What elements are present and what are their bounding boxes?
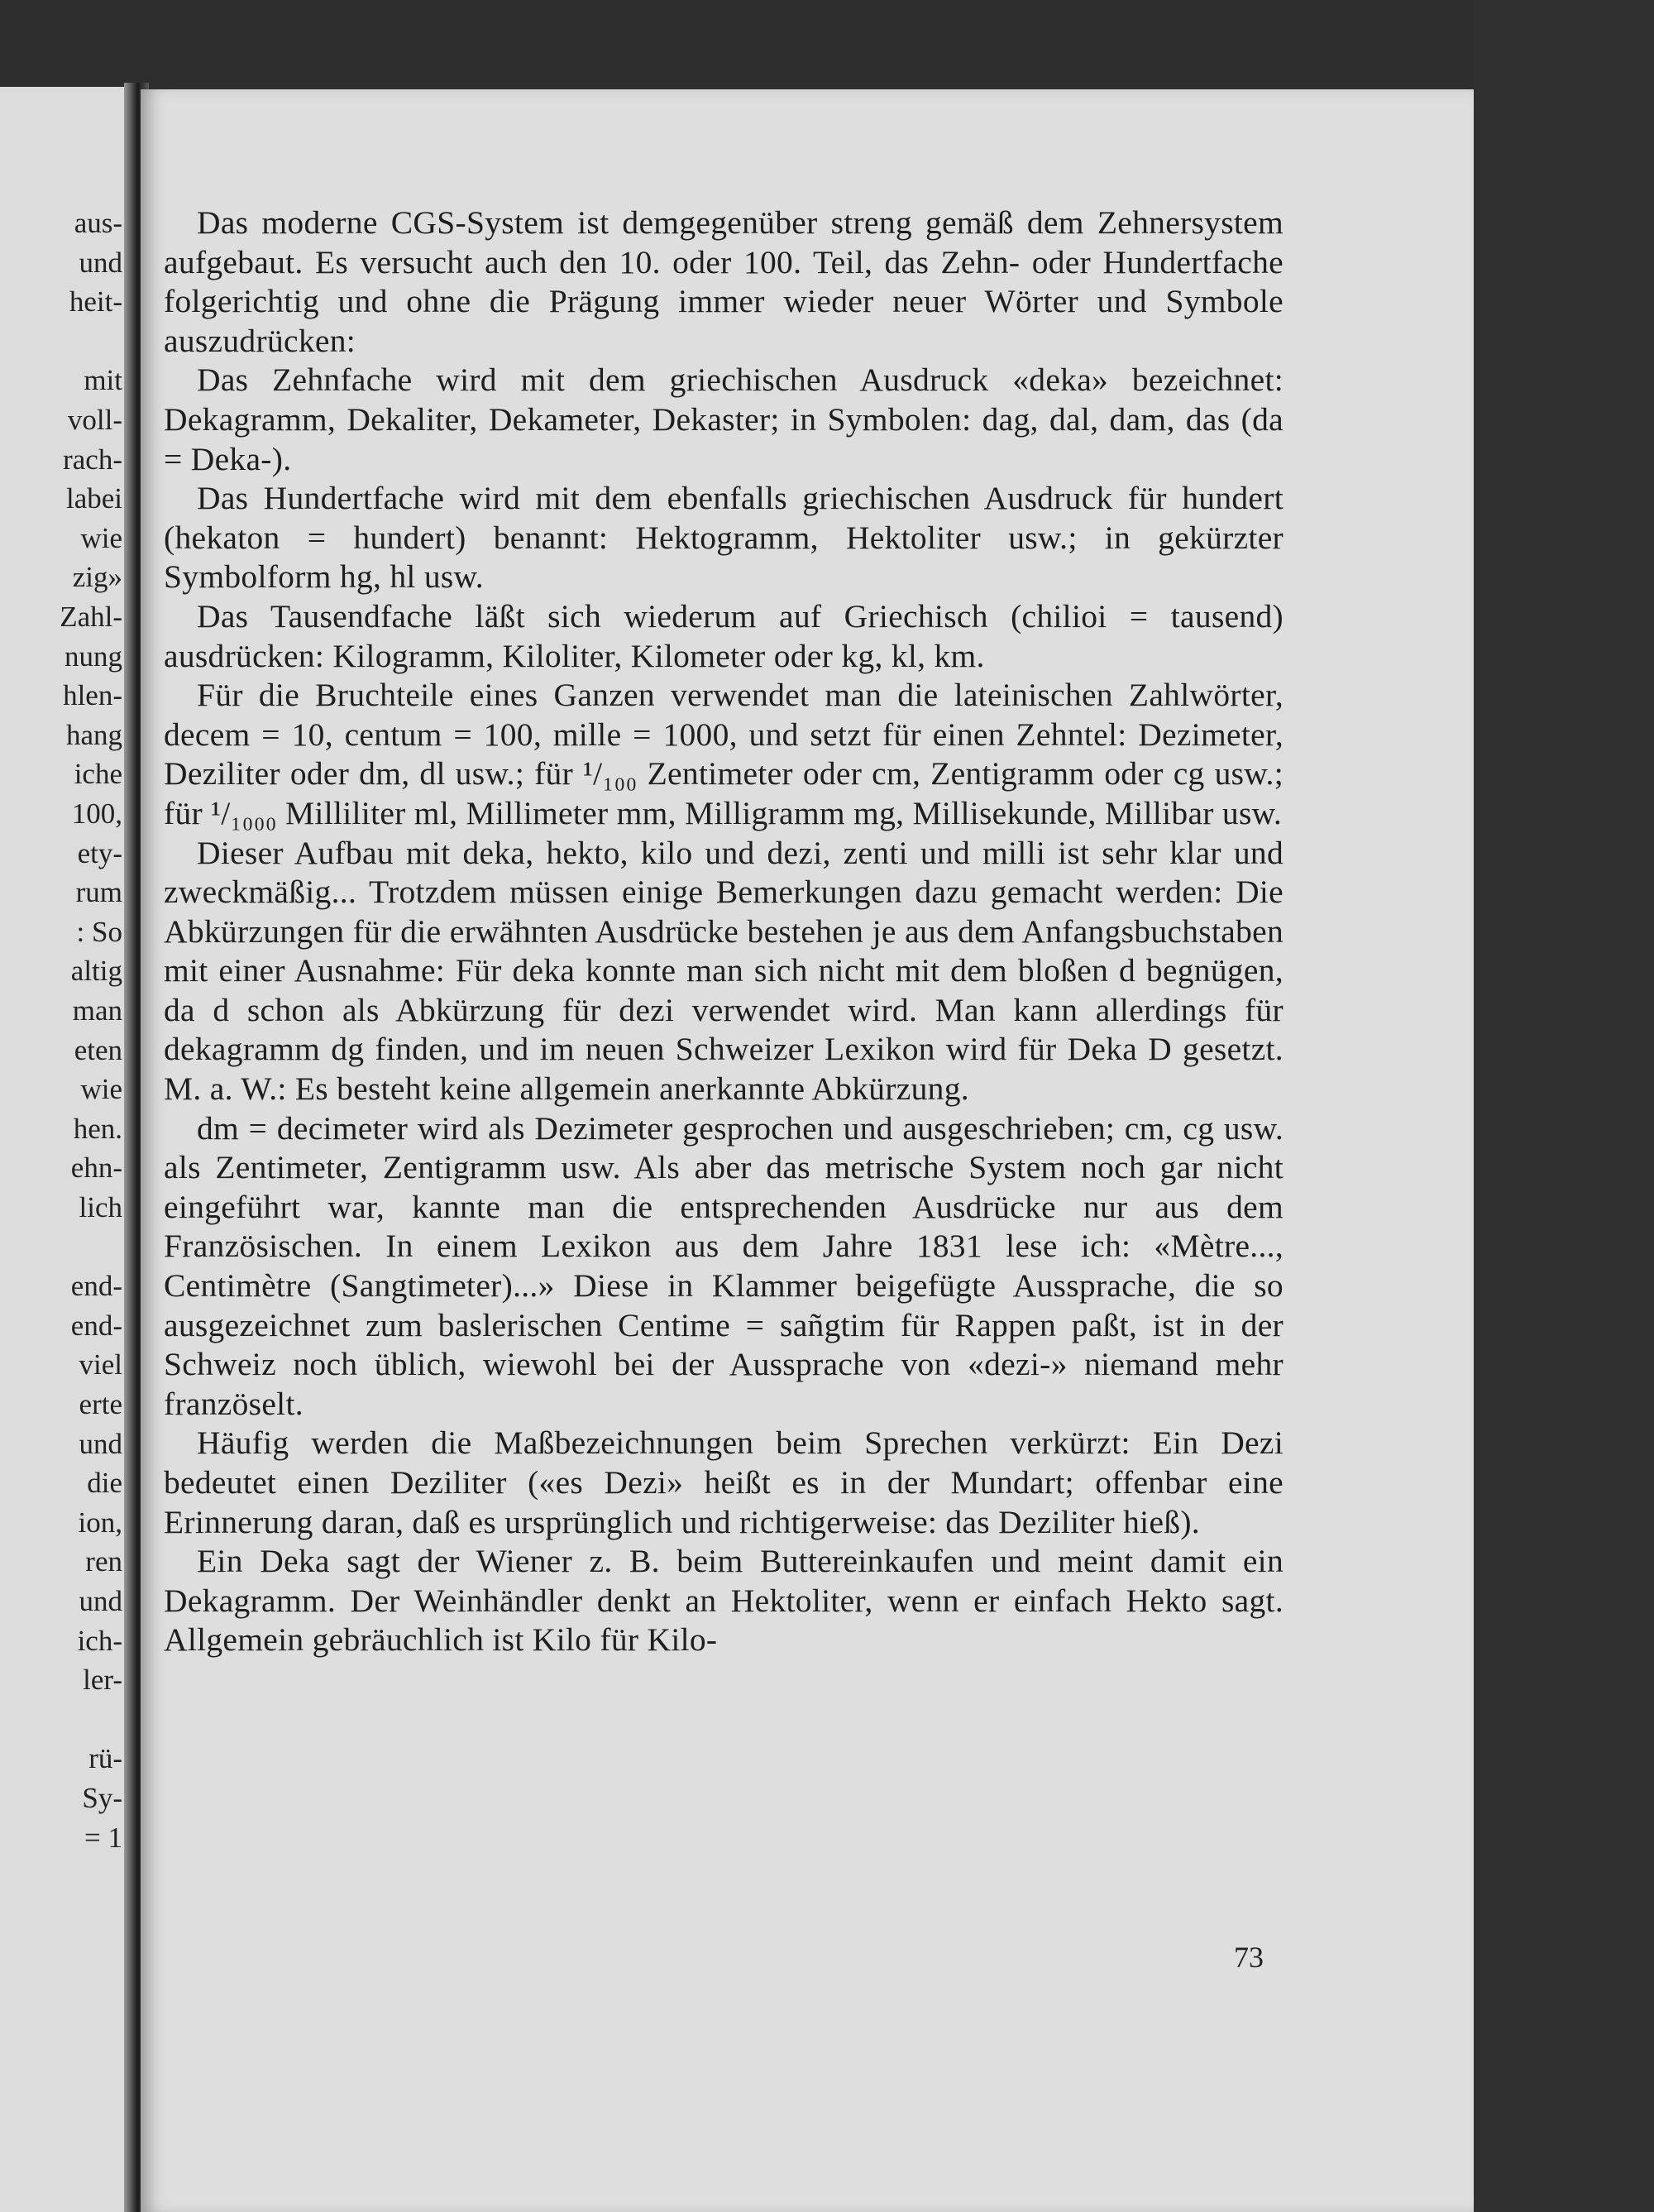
left-page-fragment: hen. [73,1112,122,1145]
left-page-fragment: aus- [74,207,122,239]
left-page-fragment: 100, [71,797,122,830]
left-page-fragment: end- [70,1309,122,1342]
left-page-fragment: die [87,1467,122,1500]
left-page-fragment: ler- [83,1664,122,1697]
left-page-fragment: lich [79,1191,122,1223]
left-page-fragment: rach- [63,443,122,476]
paragraph-2: Das Zehnfache wird mit dem griechischen Ausdruck «deka» bezeichnet: Dekagramm, Dekaliter, Dekameter, Dekaster; in Symbolen: dag, dal, dam, das (da = Deka-). [164,361,1284,477]
left-page-fragment: wie [80,521,122,554]
left-page-fragment: wie [80,1073,122,1106]
left-page-fragment: zig» [72,561,122,594]
scan-background-right [1474,0,1654,2212]
paragraph-9: Ein Deka sagt der Wiener z. B. beim Buttereinkaufen und meint damit ein Dekagramm. Der Weinhändler denkt an Hektoliter, wenn er einfach Hekto sagt. Allgemein gebräuchlich ist Kilo für Kilo- [164,1543,1284,1659]
body-text [164,203,1284,1660]
left-page-fragment: iche [74,758,122,791]
left-page-fragment: und [79,1585,122,1617]
left-page-fragment: end- [70,1270,122,1303]
left-page-fragment: hlen- [63,679,122,712]
left-page-fragment: ehn- [70,1151,122,1185]
left-page-fragment: und [79,1427,122,1460]
paragraph-7: dm = decimeter wird als Dezimeter gesprochen und ausgeschrieben; cm, cg usw. als Zentimeter, Zentigramm usw. Als aber das metrische System noch gar nicht eingeführt war, kannte man die entsprechenden Ausdrücke nur aus dem Französischen. In einem Lexikon aus dem Jahre 1831 lese ich: «Mètre..., Centimètre (Sangtimeter)...» Diese in Klammer beigefügte Aussprache, die so ausgezeichnet zum baslerischen Centime = sañgtim für Rappen paßt, ist in der Schweiz noch üblich, wiewohl bei der Aussprache von «dezi-» niemand mehr französelt. [164,1109,1284,1422]
left-page-fragment: viel [79,1348,122,1381]
paragraph-6: Dieser Aufbau mit deka, hekto, kilo und dezi, zenti und milli ist sehr klar und zweckmäßig... Trotzdem müssen einige Bemerkungen dazu gemacht werden: Die Abkürzungen für die erwähnten Ausdrücke bestehen je aus dem Anfangsbuchstaben mit einer Ausnahme: Für deka konnte man sich nicht mit dem bloßen d begnügen, da d schon als Abkürzung für dezi verwendet wird. Man kann allerdings für dekagramm dg finden, und im neuen Schweizer Lexikon wird für Deka D gesetzt. M. a. W.: Es besteht keine allgemein anerkannte Abkürzung. [164,834,1284,1108]
left-page-fragment: ion, [78,1506,122,1539]
book-page [141,89,1474,2212]
left-page-fragment: Zahl- [60,601,122,633]
left-page-fragment: mit [84,364,122,397]
left-page-fragment: ich- [77,1624,122,1657]
paragraph-8: Häufig werden die Maßbezeichnungen beim Sprechen verkürzt: Ein Dezi bedeutet einen Deziliter («es Dezi» heißt es in der Mundart; offenbar eine Erinnerung daran, daß es ursprünglich und richtigerweise: das Deziliter hieß). [164,1424,1284,1540]
left-page-fragment: man [72,994,122,1027]
left-page-fragment: = 1 [84,1821,122,1854]
left-page-fragment: ety- [77,836,122,869]
left-page-fragment: und [79,246,122,279]
left-page-fragment: eten [74,1033,122,1066]
left-page-fragment: ren [85,1545,122,1578]
left-page-fragment: heit- [69,285,122,318]
left-page-fragment: altig [70,955,122,988]
previous-page-edge [0,87,141,2212]
paragraph-4: Das Tausendfache läßt sich wiederum auf Griechisch (chilioi = tausend) ausdrücken: Kilogramm, Kiloliter, Kilometer oder kg, kl, km. [164,597,1284,674]
scan-background-top [0,0,1654,91]
left-page-fragment: Sy- [82,1782,122,1814]
left-page-fragment: rum [75,876,122,909]
paragraph-5: Für die Bruchteile eines Ganzen verwendet man die lateinischen Zahlwörter, decem = 10, centum = 100, mille = 1000, und setzt für einen Zehntel: Dezimeter, Deziliter oder dm, dl usw.; für ¹/₁₀₀ Zentimeter oder cm, Zentigramm oder cg usw.; für ¹/₁₀₀₀ Milliliter ml, Millimeter mm, Milligramm mg, Millisekunde, Millibar usw. [164,677,1284,831]
left-page-fragment: erte [79,1388,122,1420]
left-page-fragment: rü- [88,1742,122,1775]
left-page-fragment: : So [76,915,122,948]
paragraph-1: Das moderne CGS-System ist demgegenüber streng gemäß dem Zehnersystem aufgebaut. Es versucht auch den 10. oder 100. Teil, das Zehn- oder Hundertfache folgerichtig und ohne die Prägung immer wieder neuer Wörter und Symbole auszudrücken: [164,204,1284,359]
left-page-fragment: nung [65,639,122,673]
left-page-fragment: hang [65,718,122,751]
left-page-fragment: labei [65,482,122,515]
page-number: 73 [1234,1941,1264,1974]
left-page-fragment: voll- [67,404,122,436]
paragraph-3: Das Hundertfache wird mit dem ebenfalls griechischen Ausdruck für hundert (hekaton = hundert) benannt: Hektogramm, Hektoliter usw.; in gekürzter Symbolform hg, hl usw. [164,480,1284,596]
